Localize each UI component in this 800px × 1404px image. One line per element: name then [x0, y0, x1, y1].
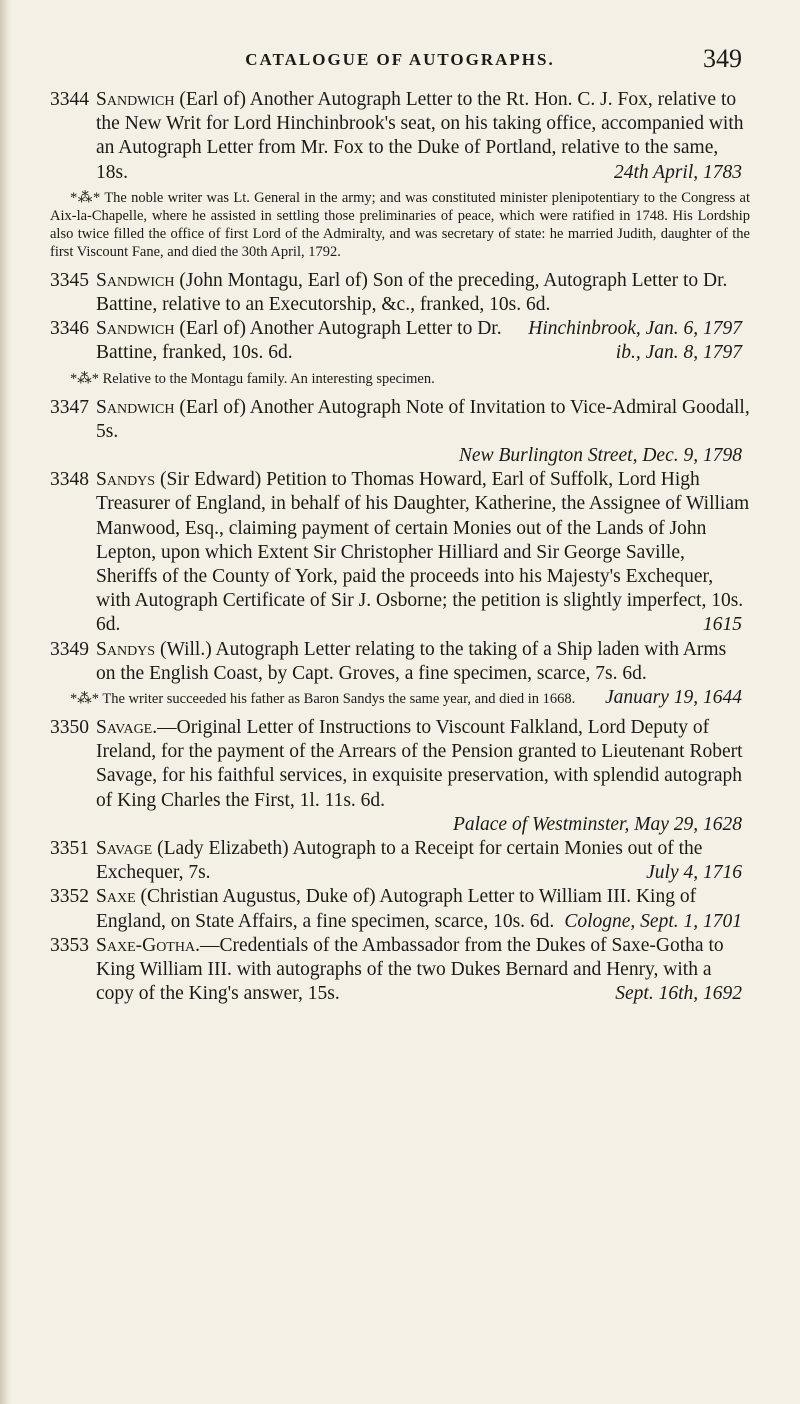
entry-text — [96, 88, 750, 185]
entry-name: Sandys — [96, 638, 156, 660]
entry-text — [96, 934, 750, 1007]
entry-date: Cologne, Sept. 1, 1701 — [564, 910, 742, 932]
entry-name: Sandwich — [96, 318, 175, 340]
entry-number: 3345 — [50, 269, 89, 291]
entry-name: Saxe-Gotha — [96, 934, 196, 956]
entry-date: Sept. 16th, 1692 — [615, 983, 742, 1005]
entry-date: Palace of Westminster, May 29, 1628 — [452, 813, 742, 835]
entry-description: (Earl of) Another Autograph Letter to Dr. Battine, franked, 10s. 6d. — [96, 318, 502, 364]
catalogue-entry — [50, 934, 750, 1007]
entry-description: (Will.) Autograph Letter relating to the taking of a Ship laden with Arms on the English Coast, by Capt. Groves, a fine specimen, scarce, 7s. 6d. — [96, 638, 727, 684]
entry-date: 24th April, 1783 — [613, 161, 742, 183]
entry-number: 3350 — [50, 717, 89, 739]
entry-number: 3351 — [50, 838, 89, 860]
entry-date: New Burlington Street, Dec. 9, 1798 — [458, 445, 742, 467]
entry-description: (Christian Augustus, Duke of) Autograph Letter to William III. King of England, on State Affairs, a fine specimen, scarce, 10s. 6d. — [96, 886, 697, 932]
catalogue-entry — [50, 317, 750, 365]
entry-description: (Earl of) Another Autograph Note of Invitation to Vice-Admiral Goodall, 5s. — [96, 396, 750, 442]
entry-note: *⁂* Relative to the Montagu family. An interesting specimen. — [70, 370, 435, 387]
catalogue-entry — [50, 837, 750, 885]
entry-name: Sandys — [96, 469, 156, 491]
entry-description: .—Credentials of the Ambassador from the Dukes of Saxe-Gotha to King William III. with autographs of the two Dukes Bernard and Henry, with a copy of the King's answer, 15s. — [96, 934, 724, 1005]
entry-description: (Sir Edward) Petition to Thomas Howard, Earl of Suffolk, Lord High Treasurer of England, in behalf of his Daughter, Katherine, the Assignee of William Manwood, Esq., claiming payment of certain Monies out of the Lands of John Lepton, upon which Extent Sir Christopher Hilliard and Sir George Saville, Sheriffs of the County of York, paid the proceeds into his Majesty's Exchequer, with Autograph Certificate of Sir J. Osborne; the petition is slightly imperfect, 10s. 6d. — [96, 469, 750, 636]
page-header — [50, 44, 750, 80]
entry-name: Saxe — [96, 886, 136, 908]
entry-number: 3347 — [50, 396, 89, 418]
entry-text — [96, 396, 750, 444]
entry-text — [96, 885, 750, 933]
entry-number: 3348 — [50, 469, 89, 491]
entry-text — [96, 317, 750, 365]
running-head: CATALOGUE OF AUTOGRAPHS. — [245, 50, 555, 69]
entry-description: .—Original Letter of Instructions to Viscount Falkland, Lord Deputy of Ireland, for the payment of the Arrears of the Pension granted to Lieutenant Robert Savage, for his faithful services, in exquisite preservation, with splendid autograph of King Charles the First, 1l. 11s. 6d. — [96, 717, 743, 811]
entry-number: 3352 — [50, 886, 89, 908]
entry-number: 3349 — [50, 638, 89, 660]
catalogue-page — [50, 44, 750, 1007]
catalogue-entry — [50, 716, 750, 837]
entry-date: 1615 — [703, 614, 742, 636]
entries-list — [50, 88, 750, 1007]
entry-text — [96, 716, 750, 813]
catalogue-entry — [50, 885, 750, 933]
catalogue-entry — [50, 396, 750, 469]
entry-date: July 4, 1716 — [646, 862, 742, 884]
entry-text — [96, 269, 750, 340]
catalogue-entry — [50, 468, 750, 637]
entry-name: Savage — [96, 838, 153, 860]
entry-name: Sandwich — [96, 269, 175, 291]
entry-note: *⁂* The writer succeeded his father as Baron Sandys the same year, and died in 1668. — [70, 691, 576, 708]
entry-date: ib., Jan. 8, 1797 — [615, 342, 742, 364]
entry-number: 3346 — [50, 318, 89, 340]
page-number: 349 — [703, 44, 742, 73]
catalogue-entry — [50, 88, 750, 185]
entry-description: (John Montagu, Earl of) Son of the preceding, Autograph Letter to Dr. Battine, relative to an Executorship, &c., franked, 10s. 6d. — [96, 269, 728, 316]
entry-date: January 19, 1644 — [604, 687, 742, 709]
entry-name: Savage — [96, 717, 153, 739]
book-spine-shadow — [0, 0, 12, 1404]
entry-description: (Lady Elizabeth) Autograph to a Receipt for certain Monies out of the Exchequer, 7s. — [96, 838, 703, 884]
entry-text — [96, 468, 750, 637]
entry-text — [96, 837, 750, 885]
entry-date: Hinchinbrook, Jan. 6, 1797 — [528, 318, 742, 340]
entry-description: (Earl of) Another Autograph Letter to the Rt. Hon. C. J. Fox, relative to the New Writ for Lord Hinchinbrook's seat, on his taking office, accompanied with an Autograph Letter from Mr. Fox to the Duke of Portland, relative to the same, 18s. — [96, 89, 744, 183]
entry-number: 3344 — [50, 89, 89, 110]
entry-name: Sandwich — [96, 89, 175, 110]
entry-number: 3353 — [50, 934, 89, 956]
entry-note: *⁂* The noble writer was Lt. General in the army; and was constituted minister plenipotentiary to the Congress at Aix-la-Chapelle, where he assisted in settling those preliminaries of peace, which were ratified in 1748. His Lordship also twice filled the office of first Lord of the Admiralty, and was secretary of state: he married Judith, daughter of the first Viscount Fane, and died the 30th April, 1792. — [50, 189, 750, 260]
entry-name: Sandwich — [96, 396, 175, 418]
